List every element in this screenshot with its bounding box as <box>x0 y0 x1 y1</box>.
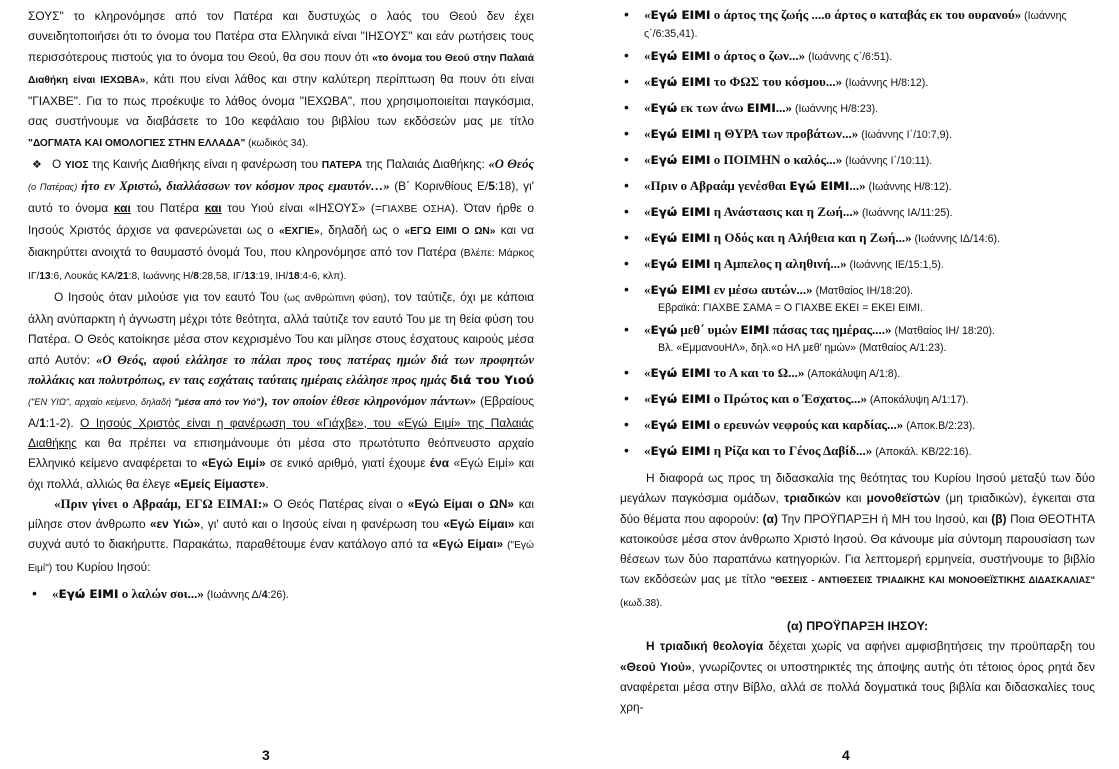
scripture-quote: «Ο Θεός <box>488 157 534 172</box>
ref-run: :4-6, κλπ). <box>299 270 347 282</box>
list-item <box>620 6 1095 43</box>
verse-ref: (Ματθαίος ΙΗ/18:20). <box>812 285 914 297</box>
paragraph-jesus-identity <box>28 287 534 494</box>
ref-num: 18 <box>288 270 300 282</box>
list-item <box>620 229 1095 248</box>
verse-ref: (Ιωάννης Ι΄/10:7,9). <box>858 129 952 141</box>
list-item <box>620 73 1095 92</box>
text-run: της Καινής Διαθήκης είναι η φανέρωση του <box>88 157 322 172</box>
book-title: "ΘΕΣΕΙΣ - ΑΝΤΙΘΕΣΕΙΣ ΤΡΙΑΔΙΚΗΣ ΚΑΙ ΜΟΝΟΘΕΪΣΤΙΚΗΣ ΔΙΔΑΣΚΑΛΙΑΣ" <box>770 575 1095 586</box>
phrase-bold: «Εγώ Είμαι ο ΩΝ» <box>407 496 515 511</box>
ego-eimi-mark: Εγώ ΕΙΜΙ <box>789 179 850 193</box>
list-item <box>620 281 1095 317</box>
text-run: του Κυρίου Ιησού: <box>52 559 151 574</box>
word-bold: μονοθεϊστών <box>866 491 941 506</box>
ego-eimi-list-start <box>28 585 534 604</box>
name-bold: «ΕΧΓΙΕ» <box>278 225 320 237</box>
verse-text: η Ρίζα και το Γένος Δαβίδ...» <box>710 443 873 458</box>
verse-text: μεθ΄ υμών <box>677 322 741 337</box>
list-item <box>620 151 1095 170</box>
ego-eimi-mark: Εγώ <box>650 323 678 337</box>
word-bold: τριαδικών <box>784 491 841 506</box>
ref-run: (Εβραίους Α/ <box>28 394 534 430</box>
underlined-statement: Ο Ιησούς Χριστός είναι η φανέρωση του «Γιάχβε», του «Εγώ Ειμί» της Παλαιάς Διαθήκης <box>28 415 534 450</box>
ref-num: 5 <box>488 179 495 194</box>
ref-run: :6, Λουκάς ΚΑ/ <box>50 270 118 282</box>
ref-run: :28,58, ΙΓ/ <box>198 270 245 282</box>
text-run: ). Όταν ήρθε ο Ιησούς Χριστός άρχισε να φανερώνεται ως ο <box>28 200 535 237</box>
phrase-bold: «Θεού Υιού» <box>620 659 692 674</box>
verse-text: ο ερευνών νεφρούς και καρδίας...» <box>710 417 904 432</box>
ref-num: 4 <box>261 589 268 602</box>
label-bold: (β) <box>991 511 1007 526</box>
ego-eimi-mark: Εγώ <box>650 101 678 115</box>
text-run: και να διακηρύττει ανοιχτά το θαυμαστό όνομά Του, που κληρονόμησε από τον Πατέρα <box>28 222 534 260</box>
verse-text: η ΘΥΡΑ των προβάτων...» <box>710 126 859 141</box>
text-run: «Εγώ Ειμί» και όχι πολλά, αλλιώς θα έλεγε <box>28 456 535 491</box>
list-item <box>620 99 1095 118</box>
word-bold: ΥΙΟΣ <box>64 160 89 172</box>
scripture-quote: ήτο εν Χριστώ, διαλλάσσων τον κόσμον προς εμαυτόν…» <box>81 179 390 194</box>
text-run: σε ενικό αριθμό, γιατί έχουμε <box>265 456 430 471</box>
list-item <box>620 203 1095 222</box>
verse-ref: (Ιωάννης ΙΕ/15:1,5). <box>846 259 944 271</box>
quote-mark: « <box>644 100 651 115</box>
ref-run: :19, ΙΗ/ <box>255 270 289 282</box>
phrase-bold: Η τριαδική θεολογία <box>646 639 764 654</box>
quote-mark: « <box>644 152 651 167</box>
verse-text: η Ανάστασις και η Ζωή...» <box>710 204 860 219</box>
text-run: :18), γι' αυτό το όνομα <box>28 179 534 215</box>
section-heading: (α) ΠΡΟΫΠΑΡΞΗ ΙΗΣΟΥ: <box>786 619 929 634</box>
text-run: Ο Θεός Πατέρας είναι ο <box>268 496 408 511</box>
emphasis-heavy: διά του Υιού <box>450 373 534 388</box>
verse-text: η Αμπελος η αληθινή...» <box>710 256 847 271</box>
text-run: Ο <box>52 157 65 172</box>
verse-ref: (Ματθαίος ΙΗ/ 18:20). <box>891 325 995 337</box>
quote-mark: « <box>52 586 59 602</box>
ref-num: 13 <box>244 270 256 282</box>
ref-num: 8 <box>193 270 199 282</box>
text-run: και συχνά αυτό το διακήρυττε. Παρακάτω, παραθέτουμε έναν κατάλογο από τα <box>28 517 534 552</box>
text-run: και μίλησε στον άνθρωπο <box>28 496 535 532</box>
quote-gloss: ("ΕΝ ΥΙΩ", αρχαίο κείμενο, δηλαδή <box>28 397 175 408</box>
phrase-bold: «Εγώ Ειμί» <box>201 456 266 471</box>
code-ref: (κωδ.38). <box>620 597 663 609</box>
phrase-bold: «Εμείς Είμαστε» <box>173 476 266 491</box>
text-run: , γι' αυτό και ο Ιησούς είναι η φανέρωση του <box>200 517 444 532</box>
verse-note: Εβραϊκά: ΓΙΑΧΒΕ ΣΑΜΑ = Ο ΓΙΑΧΒΕ ΕΚΕΙ = ΕΚΕΙ ΕΙΜΙ. <box>658 302 924 314</box>
list-item <box>620 442 1095 461</box>
ego-eimi-mark: Εγώ ΕΙΜΙ <box>650 444 711 458</box>
list-item <box>620 47 1095 66</box>
text-run: (μη τριαδικών), έγκειται στα δύο θέματα που αφορούν: <box>620 491 1095 526</box>
verse-text: η Οδός και η Αλήθεια και η Ζωή...» <box>710 230 912 245</box>
quote-mark: «Πριν ο Αβραάμ γενέσθαι <box>644 178 790 193</box>
list-item <box>620 321 1095 357</box>
quote-mark: « <box>644 365 651 380</box>
quote-mark: « <box>644 230 651 245</box>
label-bold: (α) <box>762 511 778 526</box>
phrase-bold: «Εγώ Είμαι» <box>443 517 515 532</box>
quote-gloss-bold: "μέσα από τον Υιό" <box>174 397 261 408</box>
quote-mark: « <box>644 282 651 297</box>
quote-mark: « <box>644 391 651 406</box>
paragraph-before-abraham <box>28 494 534 579</box>
verse-text: ο άρτος ο ζων...» <box>710 48 806 63</box>
text-run: δέχεται χωρίς να αφήνει αμφισβητήσεις την προϋπαρξη του <box>763 639 1096 654</box>
word-underlined: και <box>113 200 131 215</box>
ego-eimi-mark: Εγώ ΕΙΜΙ <box>650 49 711 63</box>
text-run: . <box>265 476 269 491</box>
verse-ref: (Αποκάλυψη Α/1:8). <box>804 368 901 380</box>
quote-gloss: (ο Πατέρας) <box>28 182 82 193</box>
ref-num: 13 <box>39 270 51 282</box>
ego-eimi-mark: Εγώ ΕΙΜΙ <box>650 231 711 245</box>
scripture-quote: «Ο Θεός, αφού ελάλησε το πάλαι προς τους πατέρας ημών διά των προφητών πολλάκις και πολυτρόπως, εν ταις εσχάταις ταύταις ημέραις ελάλησε προς ημάς <box>28 352 534 388</box>
quote-mark: « <box>644 256 651 271</box>
ego-eimi-mark: Εγώ ΕΙΜΙ <box>650 392 711 406</box>
word-underlined: και <box>204 200 222 215</box>
verse-ref: (Αποκ.Β/2:23). <box>903 420 976 432</box>
text-run: και θα πρέπει να επισημάνουμε ότι μέσα στο πρωτότυπο θεόπνευστο αρχαίο Ελληνικό κείμενο αναφέρεται το <box>28 435 534 471</box>
right-page <box>560 0 1119 769</box>
verse-ref: (Αποκάλυψη Α/1:17). <box>866 394 969 406</box>
page-number: 4 <box>842 747 850 763</box>
list-item <box>620 125 1095 144</box>
verse-ref: (Ιωάννης ς΄/6:35,41). <box>644 10 1067 40</box>
list-item <box>28 585 534 604</box>
verse-ref: (Ιωάννης ΙΑ/11:25). <box>859 207 953 219</box>
verse-text: ο ΠΟΙΜΗΝ ο καλός...» <box>710 152 843 167</box>
verse-text: εν μέσω αυτών...» <box>710 282 813 297</box>
text-run: , γνωρίζοντες οι υποστηρικτές της άποψης αυτής ότι τέτοιος όρος ρητά δεν αναφέρεται μέσα στην Βίβλο, αλλά σε πολλά δογματικά τους βιβλία και διδασκαλίες τους χρη- <box>620 659 1095 715</box>
verse-text: το ΦΩΣ του κόσμου...» <box>710 74 843 89</box>
word-bold: ένα <box>429 456 450 471</box>
verse-ref: (Ιωάννης Η/8:12). <box>865 181 952 193</box>
text-run: Η διαφορά ως προς τη διδασκαλία της θεότητας του Κυρίου Ιησού μεταξύ των δύο μεγάλων παγκόσμια ομάδων, <box>620 471 1095 506</box>
verse-ref: (Ιωάννης ς΄/6:51). <box>805 51 893 63</box>
ego-eimi-mark: Εγώ ΕΙΜΙ <box>650 153 711 167</box>
verse-ref: :26). <box>267 589 289 602</box>
page-number: 3 <box>262 747 270 763</box>
verse-text: ο λαλών σοι...» <box>118 586 204 602</box>
ref-run: (Β΄ Κορινθίους Ε/ <box>389 179 489 194</box>
list-item <box>620 416 1095 435</box>
paragraph-difference <box>620 468 1095 614</box>
aside: (ως ανθρώπινη φύση) <box>283 292 387 304</box>
ego-eimi-list <box>620 6 1095 461</box>
verse-ref: (Ιωάννης Ι΄/10:11). <box>842 155 933 167</box>
verse-ref: (Ιωάννης Η/8:23). <box>792 103 879 115</box>
verse-text: το Α και το Ω...» <box>710 365 805 380</box>
ego-eimi-mark: ΕΙΜΙ <box>740 323 770 337</box>
text-run: , τον ταύτιζε, όχι με κάποια άλλη ανύπαρκτη ή άγνωστη μέχρι τότε θεότητα, αλλά ταύτιζε τον εαυτό Του με τη θεία φύση του Πατέρα. Ο Θεός κατοίκησε μέσα στον κεχρισμένο Του και μίλησε στους έσχατους καιρούς μέσα από Αυτόν: <box>28 289 535 367</box>
text-run: Ποια ΘΕΟΤΗΤΑ κατοικούσε μέσα στον άνθρωπο Χριστό Ιησού. Θα κάνουμε μία σύντομη παρουσίαση των θέσεων των δύο παραπάνω κατηγοριών. Για λεπτομερή ερμηνεία, συστήνουμε το βιβλίο των εκδόσεών μας με τίτλο <box>620 511 1095 587</box>
list-item <box>620 177 1095 196</box>
paragraph-intro <box>28 6 534 154</box>
diamond-bullet-icon: ❖ <box>32 159 42 172</box>
scripture-heading: «Πριν γίνει ο Αβραάμ, ΕΓΩ ΕΙΜΑΙ:» <box>54 495 269 511</box>
ego-eimi-mark: Εγώ ΕΙΜΙ <box>650 75 711 89</box>
verse-ref: (Ιωάννης Η/8:12). <box>842 77 929 89</box>
phrase-bold: «εν Υιώ» <box>149 517 201 532</box>
verse-text: ...» <box>849 178 866 193</box>
ego-eimi-mark: Εγώ ΕΙΜΙ <box>650 127 711 141</box>
quote-mark: « <box>644 126 651 141</box>
ego-eimi-mark: Εγώ ΕΙΜΙ <box>650 366 711 380</box>
verse-text: πάσας τας ημέρας....» <box>769 322 892 337</box>
verse-text: ο Πρώτος και ο Έσχατος...» <box>710 391 867 406</box>
quote-mark: « <box>644 322 651 337</box>
verse-text: ο άρτος της ζωής ....ο άρτος ο καταβάς εκ του ουρανού» <box>710 7 1022 22</box>
text-run: του Πατέρα <box>130 200 205 215</box>
ego-eimi-mark: Εγώ ΕΙΜΙ <box>650 257 711 271</box>
ref-run: :8, Ιωάννης Η/ <box>128 270 194 282</box>
code-ref: (κωδικός 34). <box>245 137 309 149</box>
paragraph-son-father <box>28 154 534 287</box>
ego-eimi-mark: Εγώ ΕΙΜΙ <box>650 283 711 297</box>
name-small: ΓΙΑΧΒΕ ΟΣΗΑ <box>381 203 452 215</box>
text-run: και <box>840 491 867 506</box>
text-run: του Υιού είναι «ΙΗΣΟΥΣ» (= <box>221 200 382 215</box>
verse-text: ...» <box>775 100 793 115</box>
word-bold: ΠΑΤΕΡΑ <box>321 160 363 172</box>
name-bold: «ΕΓΩ ΕΙΜΙ Ο ΩΝ» <box>404 225 496 237</box>
verse-ref: (Ιωάννης ΙΔ/14:6). <box>911 233 1000 245</box>
book-title: "ΔΟΓΜΑΤΑ ΚΑΙ ΟΜΟΛΟΓΙΕΣ ΣΤΗΝ ΕΛΛΑΔΑ" <box>28 137 246 149</box>
list-item <box>620 364 1095 383</box>
list-item <box>620 255 1095 274</box>
quote-mark: « <box>644 417 651 432</box>
text-run: Ο Ιησούς όταν μιλούσε για τον εαυτό Του <box>54 289 284 304</box>
ref-num: 21 <box>117 270 129 282</box>
paragraph-trinitarian <box>620 636 1095 717</box>
ego-eimi-mark: Εγώ ΕΙΜΙ <box>650 205 711 219</box>
quote-mark: « <box>644 443 651 458</box>
ego-eimi-mark: Εγώ ΕΙΜΙ <box>650 418 711 432</box>
quote-mark: « <box>644 7 651 22</box>
verse-text: εκ των άνω <box>677 100 747 115</box>
text-run: Την ΠΡΟΫΠΑΡΞΗ ή ΜΗ του Ιησού, και <box>777 511 992 526</box>
ref-num: 1 <box>39 415 46 430</box>
quote-mark: « <box>644 204 651 219</box>
scripture-quote: ), τον οποίον έθεσε κληρονόμον πάντων» <box>260 394 477 409</box>
verse-note: Βλ. «ΕμμανουΗΛ», δηλ.«ο ΗΛ μεθ' ημών» (Ματθαίος Α/1:23). <box>658 342 947 354</box>
ref-run: (Βλέπε: Μάρκος ΙΓ/ <box>28 248 534 282</box>
list-item <box>620 390 1095 409</box>
phrase-bold: «Εγώ Είμαι» <box>432 537 504 552</box>
aside: ("Εγώ Ειμί") <box>28 540 534 574</box>
text-run: , δηλαδή ως ο <box>319 222 405 237</box>
verse-ref: (Ιωάννης Δ/ <box>203 589 262 602</box>
verse-ref: (Αποκάλ. ΚΒ/22:16). <box>872 446 972 458</box>
text-run: της Παλαιάς Διαθήκης: <box>362 157 489 172</box>
quote-bold: «το όνομα του Θεού στην Παλαιά Διαθήκη είναι ΙΕΧΩΒΑ» <box>28 52 534 86</box>
quote-mark: « <box>644 74 651 89</box>
ego-eimi-mark: ΕΙΜΙ <box>746 101 776 115</box>
ego-eimi-mark: Εγώ ΕΙΜΙ <box>58 587 119 602</box>
text-run: , κάτι που είναι λάθος και στην καλύτερη περίπτωση θα πουν ότι είναι "ΓΙΑΧΒΕ". Για το πως προέκυψε το λάθος όνομα "ΙΕΧΩΒΑ", που χρησιμοποιείται παγκόσμια, σας συστήνουμε να διαβάσετε το 10ο κεφάλαιο του βιβλίου των εκδόσεών μας με τίτλο <box>28 71 534 129</box>
ego-eimi-mark: Εγώ ΕΙΜΙ <box>650 8 711 22</box>
quote-mark: « <box>644 48 651 63</box>
text-run: ΣΟΥΣ" το κληρονόμησε από τον Πατέρα και δυστυχώς ο λαός του Θεού δεν έχει συνειδητοποιήσει ότι το όνομα του Πατέρα στα Ελληνικά είναι "ΙΗΣΟΥΣ" και εάν ρωτήσεις τους περισσότερους πιστούς για το όνομα του Θεού, θα σου πουν ότι <box>28 9 534 64</box>
text-run: :1-2). <box>45 415 81 430</box>
